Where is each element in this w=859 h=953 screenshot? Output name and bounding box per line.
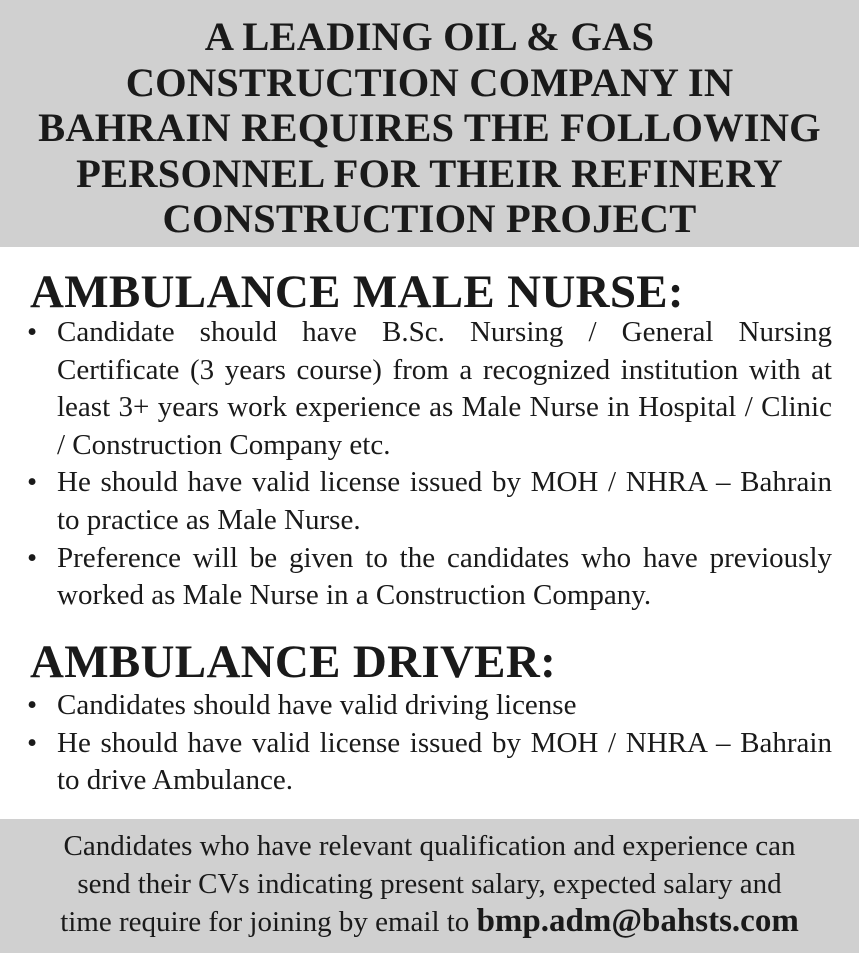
driver-section-title: AMBULANCE DRIVER: bbox=[30, 636, 557, 688]
bullet-icon: • bbox=[27, 316, 38, 348]
list-item bbox=[0, 314, 859, 464]
bullet-icon: • bbox=[27, 541, 38, 574]
footer-line-3 bbox=[0, 903, 859, 942]
header-line-3: BAHRAIN REQUIRES THE FOLLOWING bbox=[38, 105, 821, 150]
header-line-5: CONSTRUCTION PROJECT bbox=[162, 196, 697, 241]
driver-requirement-1: Candidates should have valid driving license bbox=[57, 689, 577, 721]
header-line-2: CONSTRUCTION COMPANY IN bbox=[125, 59, 734, 105]
bullet-icon: • bbox=[27, 726, 38, 759]
list-item bbox=[0, 464, 859, 539]
contact-email-link[interactable]: bmp.adm@bahsts.com bbox=[476, 903, 799, 939]
driver-requirements-list bbox=[0, 687, 859, 800]
driver-requirement-2: He should have valid license issued by MOH / NHRA – Bahrain to drive Ambulance. bbox=[57, 726, 832, 797]
list-item bbox=[0, 540, 859, 615]
list-item bbox=[0, 687, 859, 725]
header-line-4: PERSONNEL FOR THEIR REFINERY bbox=[76, 150, 783, 196]
nurse-requirement-3: Preference will be given to the candidates who have previously worked as Male Nurse in a Construction Company. bbox=[57, 541, 832, 612]
list-item bbox=[0, 725, 859, 800]
bullet-icon: • bbox=[27, 466, 38, 499]
nurse-requirement-2: He should have valid license issued by MOH / NHRA – Bahrain to practice as Male Nurse. bbox=[57, 466, 832, 536]
header-line-1: A LEADING OIL & GAS bbox=[204, 14, 655, 59]
contact-footer bbox=[0, 819, 859, 953]
footer-line-1: Candidates who have relevant qualification and experience can bbox=[63, 830, 796, 862]
footer-line-2: send their CVs indicating present salary, expected salary and bbox=[77, 867, 782, 900]
nurse-requirement-1: Candidate should have B.Sc. Nursing / General Nursing Certificate (3 years course) from a recognized institution with at least 3+ years work experience as Male Nurse in Hospital / Clinic / Construction Company etc. bbox=[57, 316, 832, 461]
footer-line-3-text: time require for joining by email to bbox=[60, 906, 470, 938]
nurse-requirements-list bbox=[0, 314, 859, 615]
bullet-icon: • bbox=[27, 689, 38, 721]
nurse-section-title: AMBULANCE MALE NURSE: bbox=[30, 266, 684, 318]
header-banner bbox=[0, 0, 859, 247]
